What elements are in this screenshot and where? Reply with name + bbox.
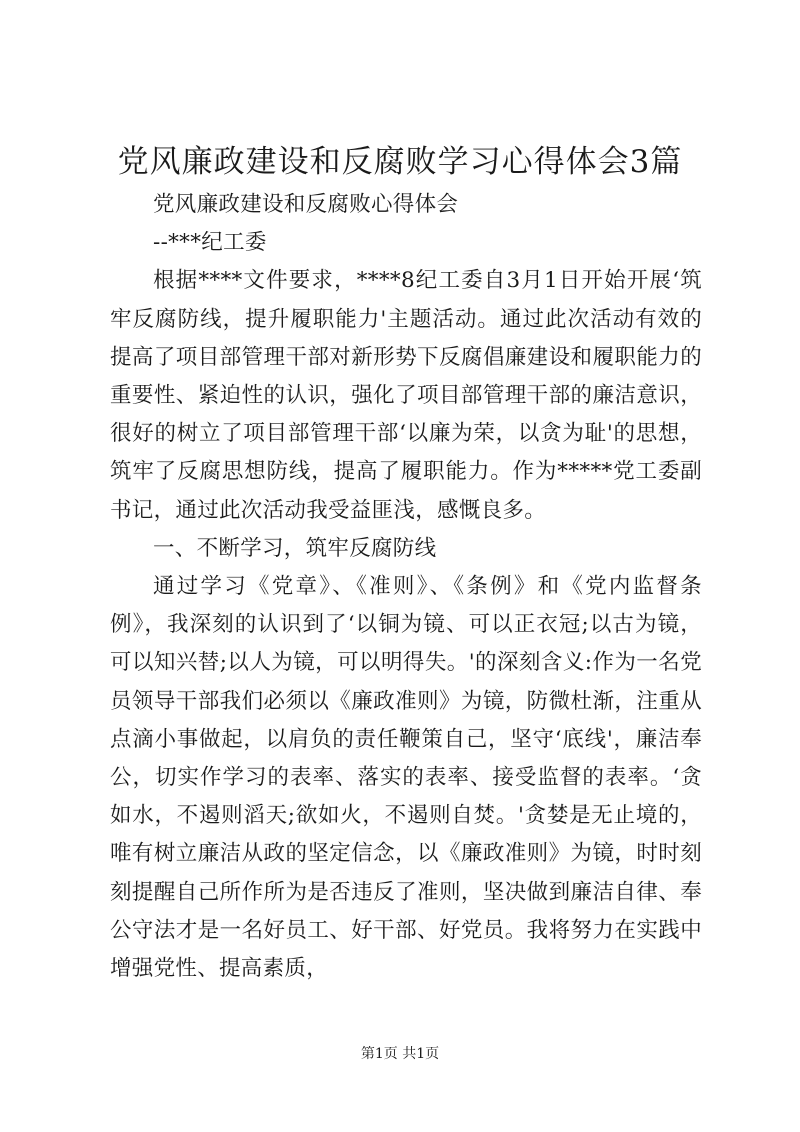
document-title: 党风廉政建设和反腐败学习心得体会3篇 [117,144,683,180]
page-footer: 第1页 共1页 [360,1046,440,1062]
paragraph-intro: 根据****文件要求，****8纪工委自3月1日开始开展‘筑牢反腐防线，提升履职能力'主题活动。通过此次活动有效的提高了项目部管理干部对新形势下反腐倡廉建设和履职能力的重要性、紧迫性的认识，强化了项目部管理干部的廉洁意识，很好的树立了项目部管理干部‘以廉为荣，以贪为耻'的思想，筑牢了反腐思想防线，提高了履职能力。作为*****党工委副书记，通过此次活动我受益匪浅，感慨良多。 [110,268,702,523]
author-line: --***纪工委 [153,230,267,256]
document-body [110,186,702,988]
paragraph-study: 通过学习《党章》、《准则》、《条例》和《党内监督条例》，我深刻的认识到了‘以铜为镜、可以正衣冠;以古为镜，可以知兴替;以人为镜，可以明得失。'的深刻含义:作为一名党员领导干部我们必须以《廉政准则》为镜，防微杜渐，注重从点滴小事做起，以肩负的责任鞭策自己，坚守‘底线'，廉洁奉公，切实作学习的表率、落实的表率、接受监督的表率。‘贪如水，不遏则滔天;欲如火，不遏则自焚。'贪婪是无止境的，唯有树立廉洁从政的坚定信念，以《廉政准则》为镜，时时刻刻提醒自己所作所为是否违反了准则，坚决做到廉洁自律、奉公守法才是一名好员工、好干部、好党员。我将努力在实践中增强党性、提高素质， [110,574,702,982]
section-heading: 一、不断学习，筑牢反腐防线 [153,535,437,561]
subtitle: 党风廉政建设和反腐败心得体会 [153,192,459,217]
